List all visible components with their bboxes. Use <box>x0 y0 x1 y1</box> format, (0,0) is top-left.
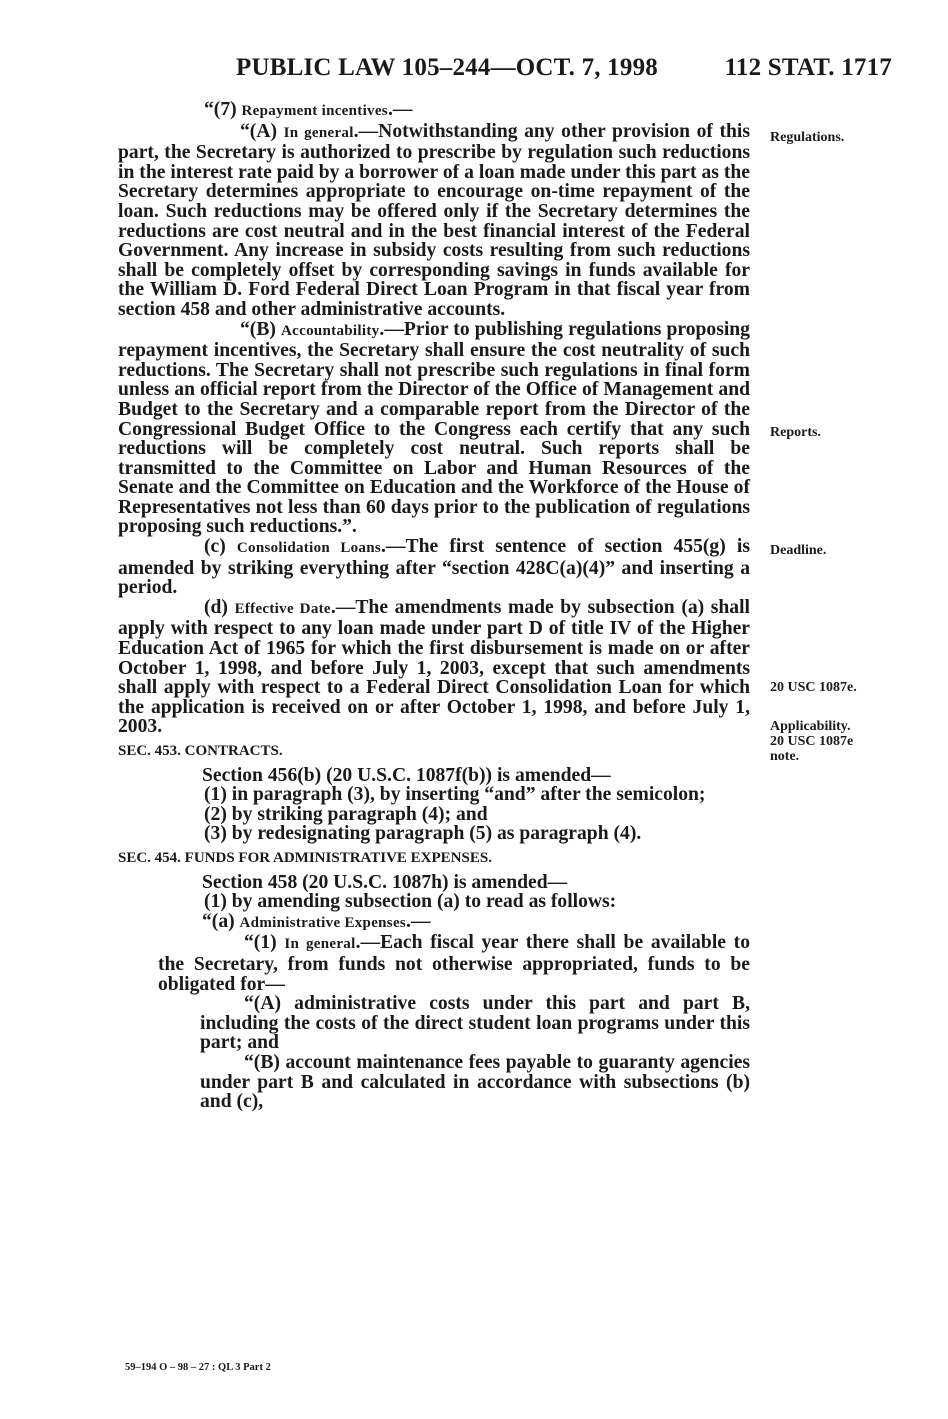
paragraph-7b: “(B) Accountability.—Prior to publishing regulations proposing repayment incentives, the Secretary shall ensure the cost neutrality of such reductions. The Secretary shall not prescribe such regulations in final form unless an official report from the Director of the Office of Management and Budget to the Secretary and a comparable report from the Director of the Congressional Budget Office to the Congress each certify that any such reductions will be completely cost neutral. Such reports shall be transmitted to the Committee on Labor and Human Resources of the Senate and the Committee on Education and the Workforce of the House of Representatives not less than 60 days prior to the publication of regulations proposing such reductions.”. <box>118 318 750 538</box>
subsection-a-heading: “(a) Administrative Expenses.— <box>202 910 431 932</box>
section-453-heading: SEC. 453. CONTRACTS. <box>118 743 283 759</box>
subsection-a-1-A: “(A) administrative costs under this part and part B, including the costs of the direct student loan programs under this part; and <box>200 993 750 1054</box>
margin-note-regulations: Regulations. <box>770 130 845 145</box>
section-454-heading: SEC. 454. FUNDS FOR ADMINISTRATIVE EXPENSES. <box>118 849 492 866</box>
applicability-label: Applicability. <box>770 719 851 734</box>
paragraph-7a: “(A) In general.—Notwithstanding any other provision of this part, the Secretary is authorized to prescribe by regulation such reductions in the interest rate paid by a borrower of a loan made under this part as the Secretary determines appropriate to encourage on-time repayment of the loan. Such reductions may be offered only if the Secretary determines the reductions are cost neutral and in the best financial interest of the Federal Government. Any increase in subsidy costs resulting from such reductions shall be completely offset by corresponding savings in funds available for the William D. Ford Federal Direct Loan Program in that fiscal year from section 458 and other administrative accounts. <box>118 120 750 320</box>
margin-note-applicability <box>770 719 940 764</box>
section-453-item-1: (1) in paragraph (3), by inserting “and” after the semicolon; <box>204 784 706 806</box>
margin-note-usc-1087e: 20 USC 1087e. <box>770 680 857 695</box>
page-header <box>236 54 892 94</box>
section-454-intro: Section 458 (20 U.S.C. 1087h) is amended— <box>202 871 568 893</box>
section-453-item-3: (3) by redesignating paragraph (5) as paragraph (4). <box>204 823 642 845</box>
margin-note-deadline: Deadline. <box>770 543 827 558</box>
header-stat-page: 112 STAT. 1717 <box>724 54 892 81</box>
subsection-c: (c) Consolidation Loans.—The first sentence of section 455(g) is amended by striking everything after “section 428C(a)(4)” and inserting a period. <box>118 536 750 599</box>
page-footer: 59–194 O – 98 – 27 : QL 3 Part 2 <box>125 1362 271 1373</box>
subsection-a-1: “(1) In general.—Each fiscal year there shall be available to the Secretary, from funds not otherwise appropriated, funds to be obligated for— <box>158 932 750 995</box>
subsection-d: (d) Effective Date.—The amendments made by subsection (a) shall apply with respect to any loan made under part D of title IV of the Higher Education Act of 1965 for which the first disbursement is made on or after October 1, 1998, and before July 1, 2003, except that such amendments shall apply with respect to a Federal Direct Consolidation Loan for which the application is received on or after October 1, 1998, and before July 1, 2003. <box>118 596 750 738</box>
section-454-item-1: (1) by amending subsection (a) to read as follows: <box>204 891 617 913</box>
applicability-usc: 20 USC 1087e <box>770 734 854 749</box>
header-public-law: PUBLIC LAW 105–244—OCT. 7, 1998 <box>236 54 658 81</box>
paragraph-7-heading: “(7) Repayment incentives.— <box>204 99 413 120</box>
page-body <box>118 100 750 1112</box>
subsection-a-1-B: “(B) account maintenance fees payable to guaranty agencies under part B and calculated in accordance with subsections (b) and (c), <box>200 1051 750 1113</box>
margin-note-reports: Reports. <box>770 425 821 440</box>
applicability-note: note. <box>770 749 800 764</box>
section-453-intro: Section 456(b) (20 U.S.C. 1087f(b)) is amended— <box>202 764 611 786</box>
section-453-item-2: (2) by striking paragraph (4); and <box>204 803 488 825</box>
